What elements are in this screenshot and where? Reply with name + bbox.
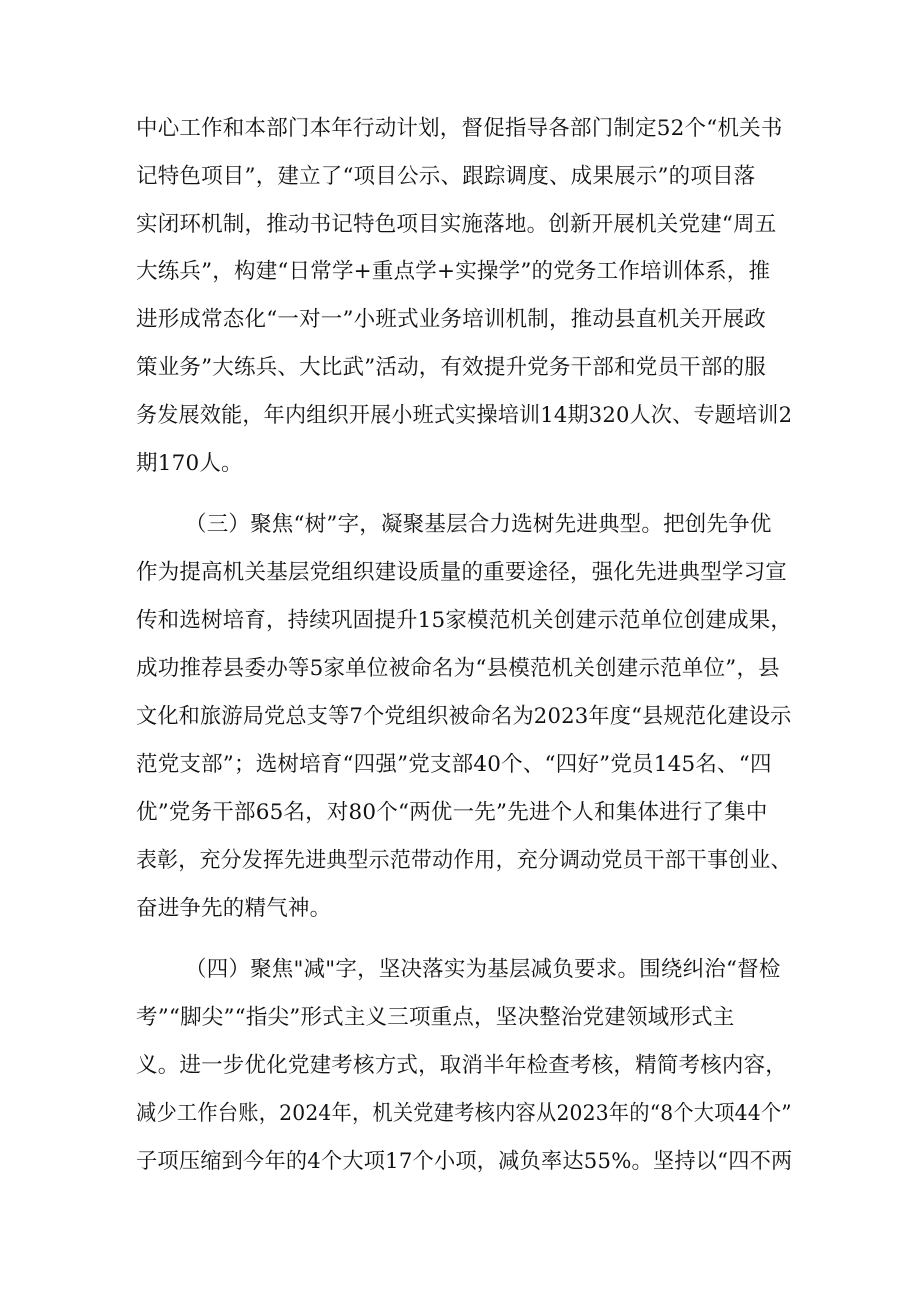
paragraph-line: 义。进一步优化党建考核方式，取消半年检查考核，精简考核内容， bbox=[136, 1053, 788, 1078]
paragraph-line: 作为提高机关基层党组织建设质量的重要途径，强化先进典型学习宣 bbox=[136, 560, 788, 585]
paragraph-line: 奋进争先的精气神。 bbox=[136, 896, 332, 921]
paragraph-line: 期170人。 bbox=[136, 451, 243, 476]
paragraph-line: 务发展效能，年内组织开展小班式实操培训14期320人次、专题培训2 bbox=[136, 403, 793, 428]
paragraph-line: 文化和旅游局党总支等7个党组织被命名为2023年度“县规范化建设示 bbox=[136, 704, 792, 729]
paragraph-line: 范党支部”；选树培育“四强”党支部40个、“四好”党员145名、“四 bbox=[136, 752, 772, 777]
paragraph-line: 优”党务干部65名，对80个“两优一先”先进个人和集体进行了集中 bbox=[136, 800, 768, 825]
paragraph-heading-line: （三）聚焦“树”字，凝聚基层合力选树先进典型。把创先争优 bbox=[185, 512, 772, 537]
paragraph-line: 进形成常态化“一对一”小班式业务培训机制，推动县直机关开展政 bbox=[136, 307, 766, 332]
paragraph-line: 中心工作和本部门本年行动计划，督促指导各部门制定52个“机关书 bbox=[136, 116, 783, 141]
paragraph-line: 记特色项目”，建立了“项目公示、跟踪调度、成果展示”的项目落 bbox=[136, 164, 756, 189]
paragraph-line: 减少工作台账，2024年，机关党建考核内容从2023年的“8个大项44个” bbox=[136, 1101, 792, 1126]
paragraph-line: 实闭环机制，推动书记特色项目实施落地。创新开展机关党建“周五 bbox=[136, 212, 777, 237]
paragraph-line: 策业务”大练兵、大比武”活动，有效提升党务干部和党员干部的服 bbox=[136, 355, 766, 380]
paragraph-line: 子项压缩到今年的4个大项17个小项，减负率达55%。坚持以“四不两 bbox=[136, 1149, 793, 1174]
paragraph-line: 考”“脚尖”“指尖”形式主义三项重点，坚决整治党建领域形式主 bbox=[136, 1005, 735, 1030]
paragraph-heading-line: （四）聚焦"减"字，坚决落实为基层减负要求。围绕纠治“督检 bbox=[185, 957, 781, 982]
paragraph-line: 大练兵”，构建“日常学+重点学+实操学”的党务工作培训体系，推 bbox=[136, 259, 771, 284]
paragraph-line: 传和选树培育，持续巩固提升15家模范机关创建示范单位创建成果， bbox=[136, 608, 793, 633]
paragraph-line: 成功推荐县委办等5家单位被命名为“县模范机关创建示范单位”，县 bbox=[136, 656, 780, 681]
paragraph-line: 表彰，充分发挥先进典型示范带动作用，充分调动党员干部干事创业、 bbox=[136, 848, 792, 873]
